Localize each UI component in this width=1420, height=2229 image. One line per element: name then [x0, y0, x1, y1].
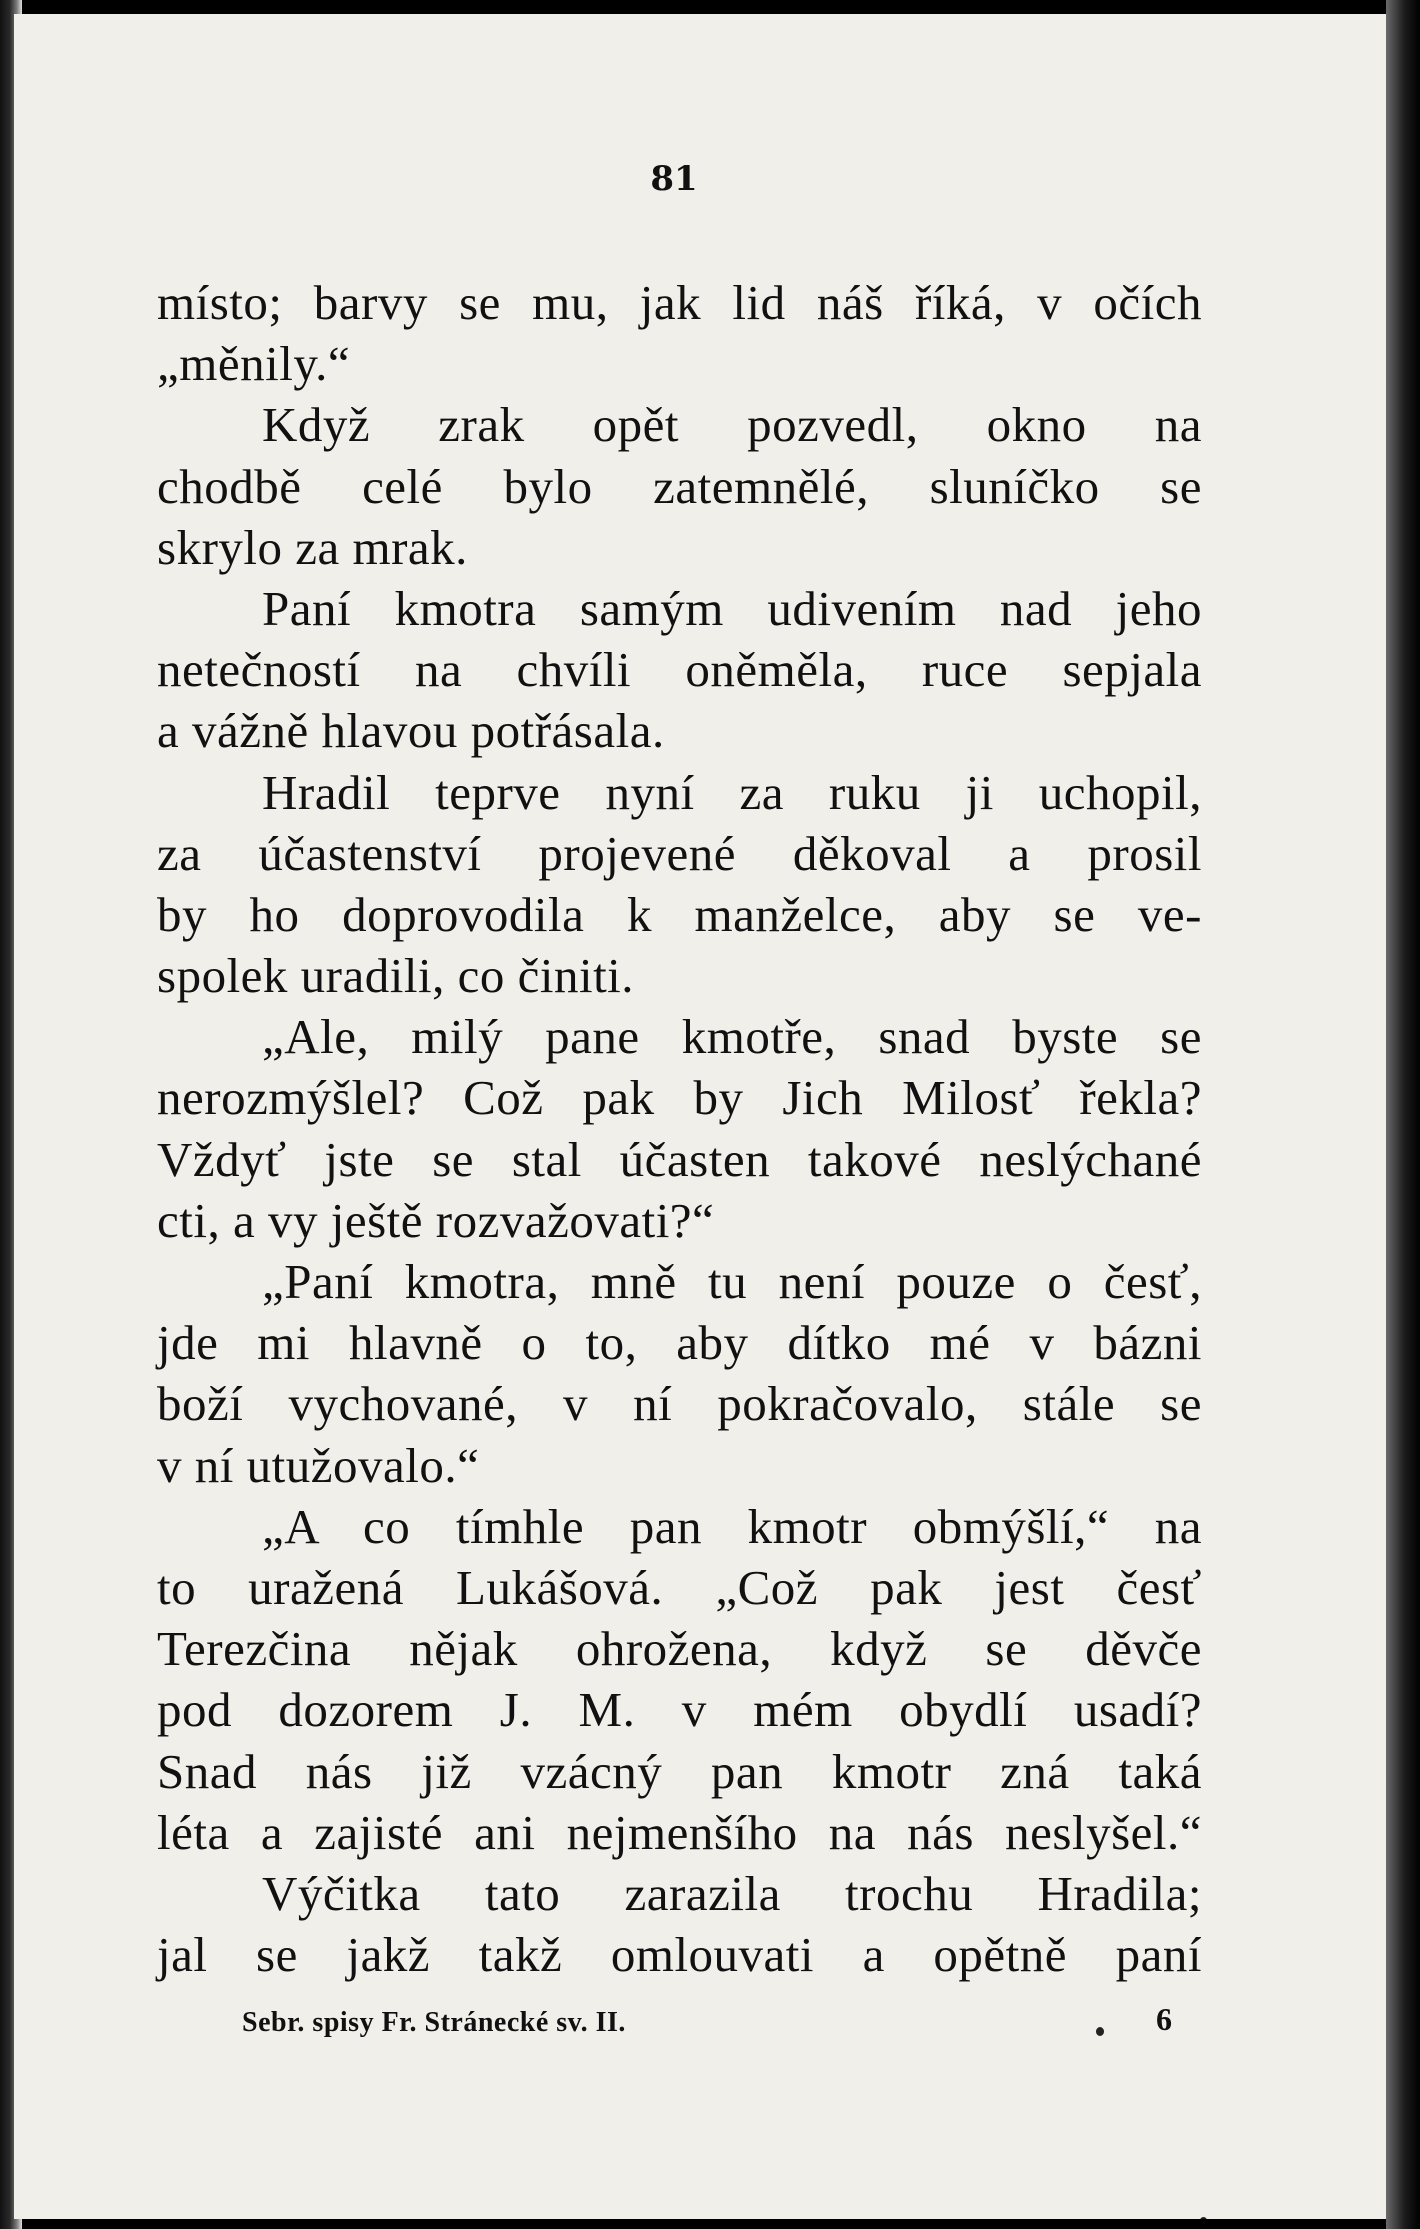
page-number: 81 [650, 159, 698, 199]
text-line: „Ale, milý pane kmotře, snad byste se [262, 1009, 1202, 1065]
text-line: léta a zajisté ani nejmenšího na nás neslyšel.“ [157, 1804, 1202, 1860]
page-right-edge [1386, 0, 1420, 2229]
text-line: Paní kmotra samým udivením nad jeho [262, 580, 1202, 636]
footer-title: Sebr. spisy Fr. Stránecké sv. II. [242, 2007, 626, 2038]
print-speck [1096, 2027, 1104, 2036]
text-line: jde mi hlavně o to, aby dítko mé v bázni [157, 1315, 1202, 1371]
text-line: za účastenství projevené děkoval a prosil [157, 825, 1202, 881]
page-footer [242, 2001, 1172, 2051]
text-line: Terezčina nějak ohrožena, když se děvče [157, 1621, 1202, 1677]
text-line: Hradil teprve nyní za ruku ji uchopil, [262, 764, 1202, 820]
text-line: „měnily.“ [157, 336, 351, 392]
text-line: a vážně hlavou potřásala. [157, 703, 665, 759]
text-line: netečností na chvíli oněměla, ruce sepjala [157, 642, 1202, 698]
text-line: Snad nás již vzácný pan kmotr zná taká [157, 1743, 1202, 1799]
text-line: pod dozorem J. M. v mém obydlí usadí? [157, 1682, 1202, 1738]
text-line: by ho doprovodila k manželce, aby se ve- [157, 886, 1202, 942]
signature-number: 6 [1156, 2001, 1172, 2037]
text-line: „Paní kmotra, mně tu není pouze o česť, [262, 1254, 1202, 1309]
text-line: jal se jakž takž omlouvati a opětně paní [157, 1927, 1202, 1983]
text-line: to uražená Lukášová. „Což pak jest česť [157, 1559, 1202, 1615]
book-page [14, 14, 1386, 2219]
text-line: Výčitka tato zarazila trochu Hradila; [262, 1865, 1202, 1921]
body-text [157, 272, 1202, 1985]
text-line: Když zrak opět pozvedl, okno na [262, 397, 1202, 453]
text-line: boží vychované, v ní pokračovalo, stále se [157, 1376, 1202, 1432]
text-line: Vždyť jste se stal účasten takové neslýchané [157, 1131, 1202, 1187]
text-line: nerozmýšlel? Což pak by Jich Milosť řekla? [157, 1070, 1202, 1126]
text-line: cti, a vy ještě rozvažovati?“ [157, 1192, 715, 1248]
text-line: v ní utužovalo.“ [157, 1437, 480, 1493]
print-speck [1200, 2217, 1207, 2219]
text-line: místo; barvy se mu, jak lid náš říká, v očích [157, 275, 1202, 330]
text-line: skrylo za mrak. [157, 519, 468, 575]
text-line: spolek uradili, co činiti. [157, 948, 635, 1004]
text-line: „A co tímhle pan kmotr obmýšlí,“ na [262, 1498, 1202, 1554]
text-line: chodbě celé bylo zatemnělé, sluníčko se [157, 458, 1202, 514]
